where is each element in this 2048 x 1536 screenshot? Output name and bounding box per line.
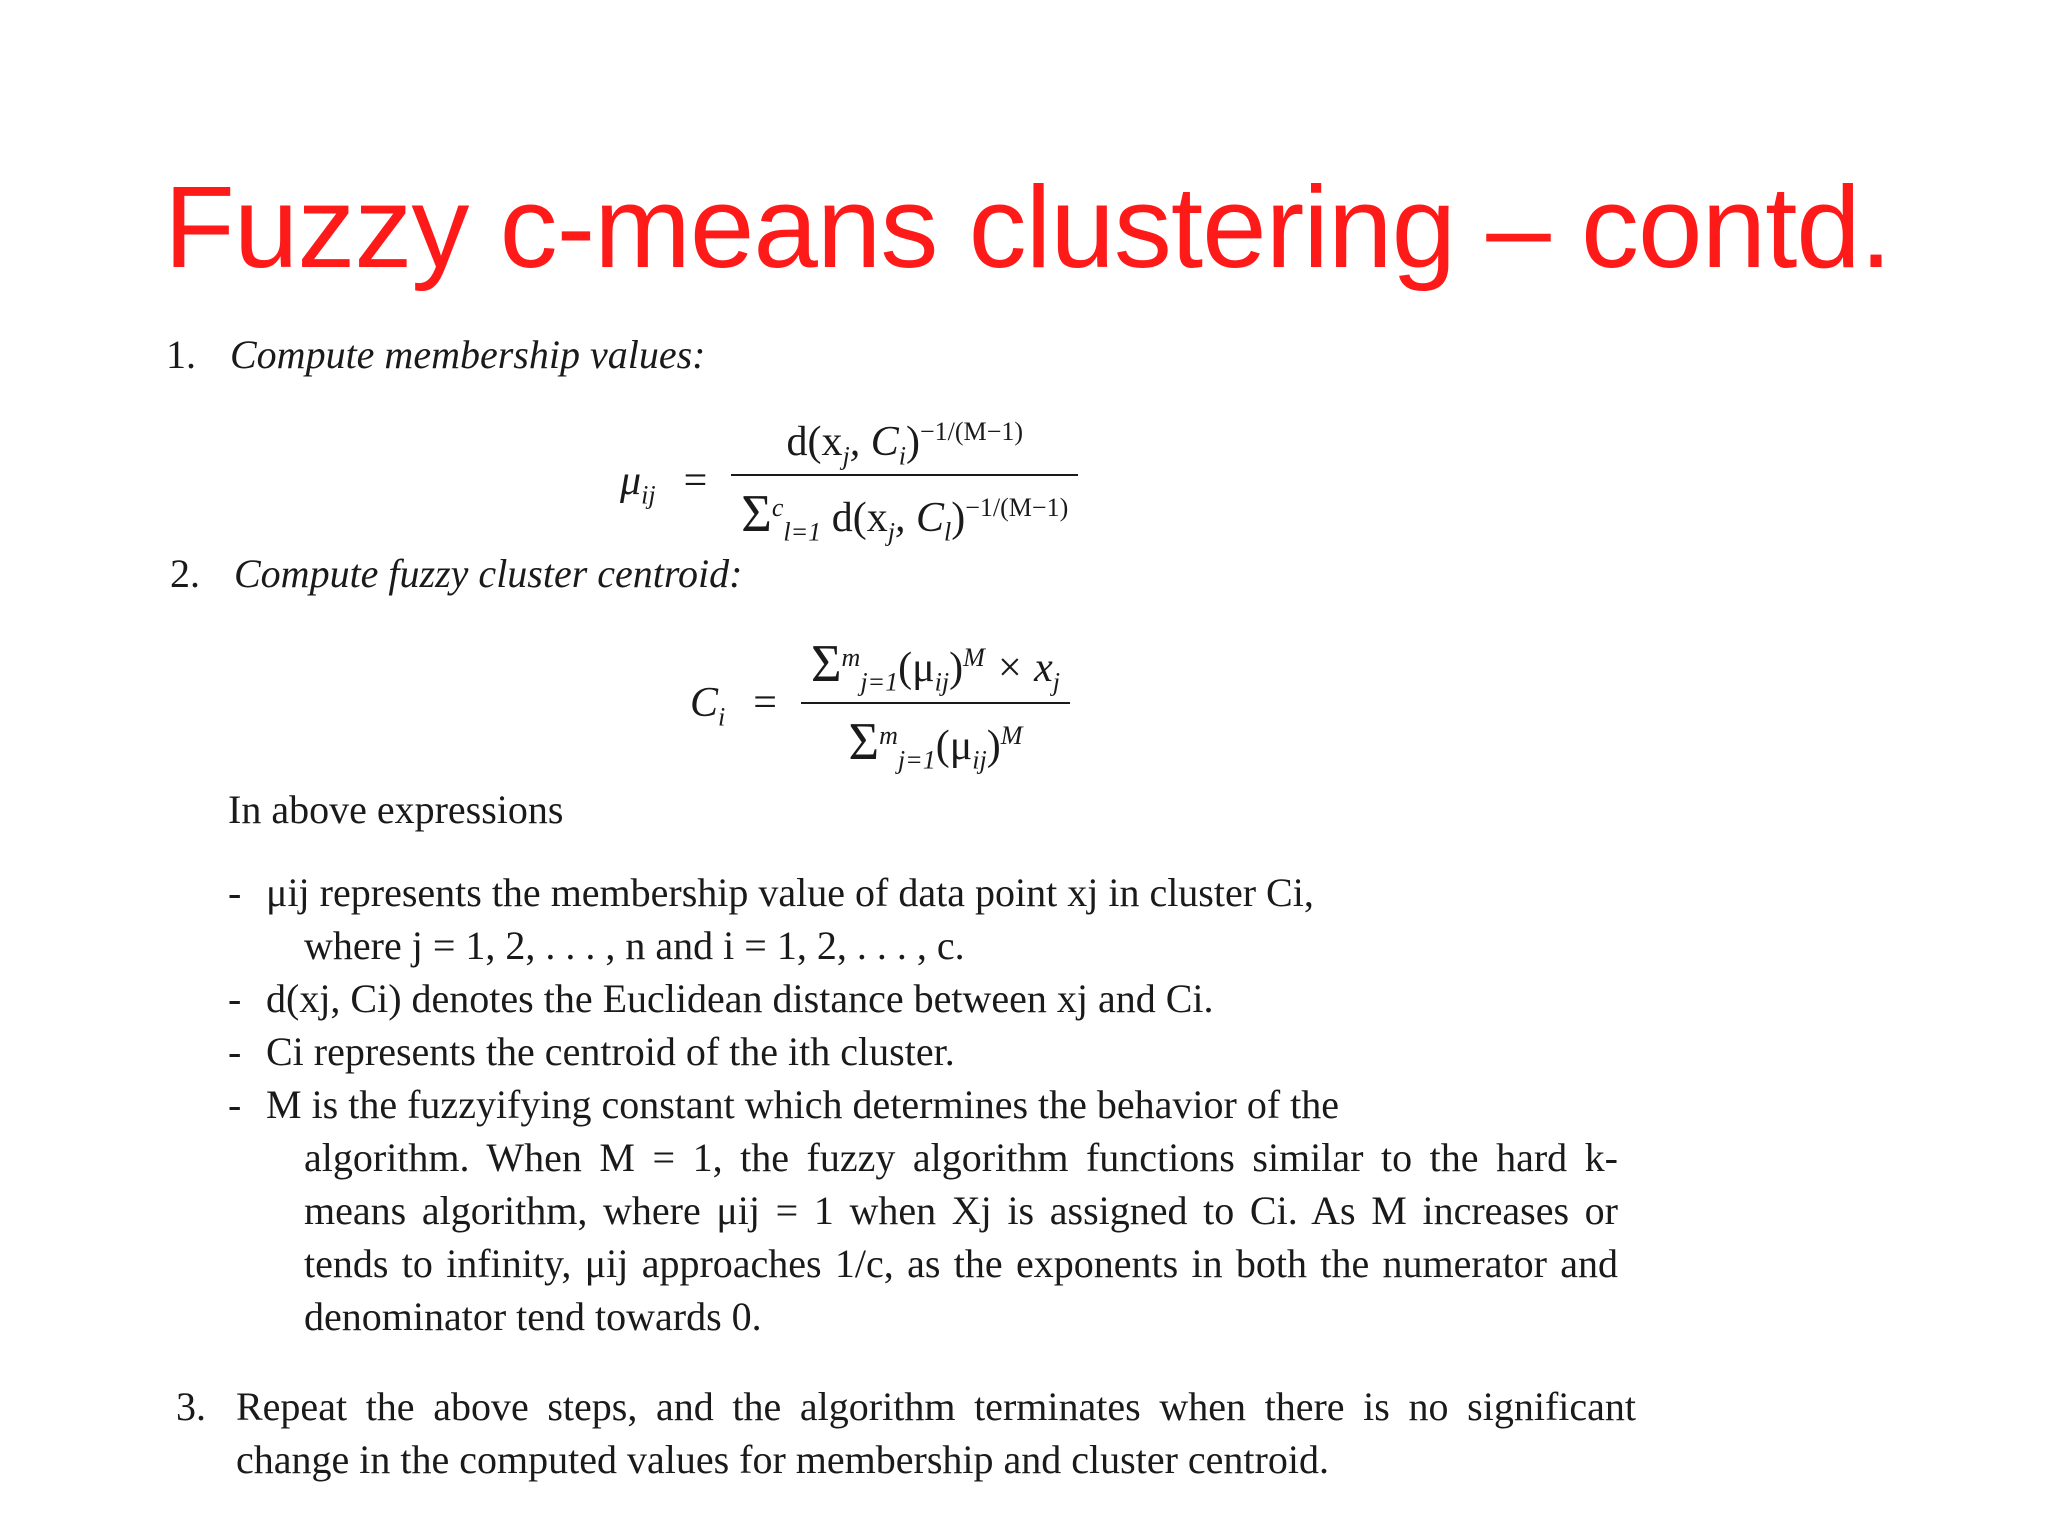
- step-1: [166, 328, 705, 381]
- slide-title: Fuzzy c-means clustering – contd.: [164, 162, 1892, 292]
- membership-denominator: $\Sigma^c_{l=1}$ $d(x_j$, $C_l)^{-1/(M-1)}$: [741, 485, 1069, 547]
- expressions-intro: In above expressions: [228, 787, 564, 832]
- step-2-number: 2.: [170, 551, 200, 596]
- definition-centroid: - Ci represents the centroid of the ith cluster.: [228, 1029, 955, 1074]
- equals-sign: =: [753, 680, 777, 726]
- definitions-list: [228, 866, 1618, 1343]
- membership-formula: [620, 417, 1078, 547]
- step-1-label: Compute membership values:: [230, 332, 706, 377]
- definition-fuzzifier: - M is the fuzzyifying constant which determines the behavior of the algorithm. When M = 1, the fuzzy algorithm functions similar to the hard k-means algorithm, where μij = 1 when Xj is assigned to Ci. As M increases or tends to infinity, μij approaches 1/c, as the exponents in both the numerator and denominator tend towards 0.: [228, 1082, 1618, 1339]
- centroid-formula: [690, 634, 1070, 775]
- step-3: [176, 1380, 1636, 1486]
- centroid-denominator: $\Sigma^m_{j=1}(\mu_{ij})^M$: [848, 713, 1023, 775]
- step-3-number: 3.: [176, 1384, 206, 1429]
- centroid-fraction: [801, 634, 1070, 775]
- centroid-formula-lhs: $C_i$: [690, 680, 726, 732]
- definition-membership: - μij represents the membership value of data point xj in cluster Ci, where j = 1, 2, . . . , n and i = 1, 2, . . . , c.: [228, 870, 1314, 968]
- membership-numerator: $d(x_j$, $C_i)^{-1/(M-1)}$: [786, 417, 1024, 471]
- step-1-number: 1.: [166, 332, 196, 377]
- membership-formula-lhs: $\mu_{ij}$: [620, 458, 656, 510]
- membership-fraction: [731, 417, 1078, 547]
- step-3-text: Repeat the above steps, and the algorithm terminates when there is no significant change in the computed values for membership and cluster centroid.: [236, 1384, 1636, 1482]
- step-2-label: Compute fuzzy cluster centroid:: [234, 551, 743, 596]
- centroid-numerator: $\Sigma^m_{j=1}(\mu_{ij})^M \times x_j$: [810, 635, 1061, 697]
- step-2: [170, 547, 742, 600]
- definition-distance: - d(xj, Ci) denotes the Euclidean distance between xj and Ci.: [228, 976, 1214, 1021]
- equals-sign: =: [683, 458, 708, 504]
